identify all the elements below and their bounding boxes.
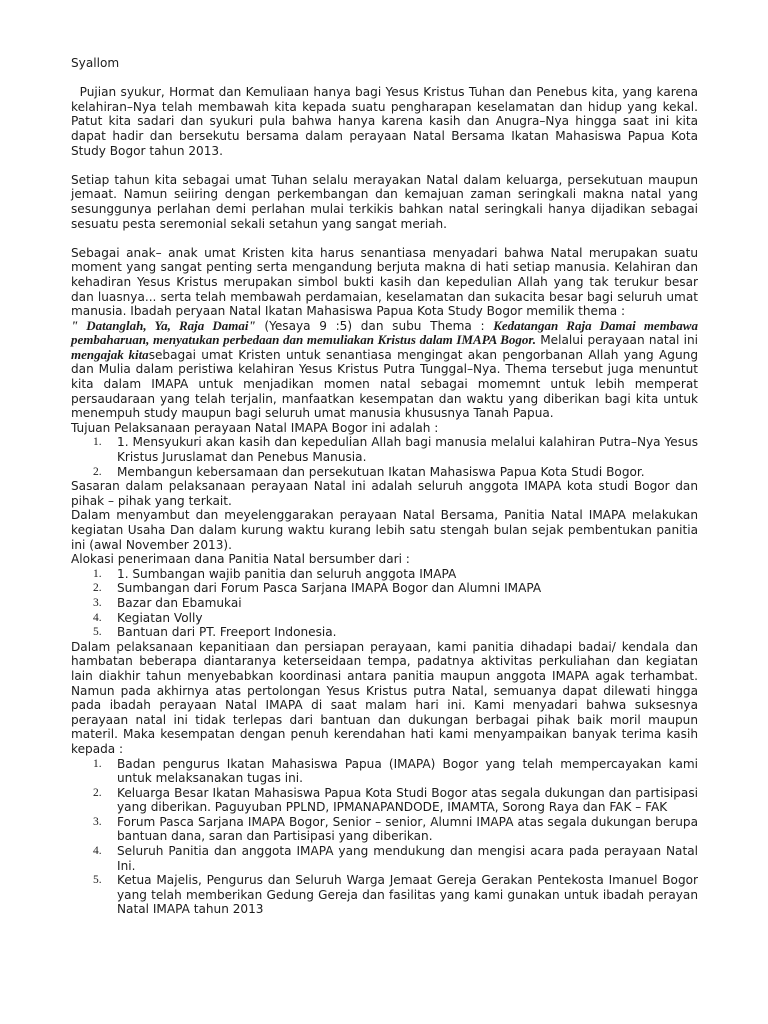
paragraph-moment: Sebagai anak– anak umat Kristen kita harus senantiasa menyadari bahwa Natal merupakan suatu moment yang sangat penting serta mengandung berjuta makna di hati setiap manusia. Kelahiran dan kehadiran Yesus Kristus merupakan simbol bukti kasih dan kepedulian Allah yang tak terukur besar dan luasnya... serta telah membawah perdamaian, keselamatan dan sukacita besar bagi seluruh umat manusia. Ibadah peryaan Natal Ikatan Mahasiswa Papua Kota Study Bogor memilik thema : (71, 245, 698, 319)
paragraph-christmas-meaning: Setiap tahun kita sebagai umat Tuhan selalu merayakan Natal dalam keluarga, persekutuan maupun jemaat. Namun seiiring dengan perkembangan dan kemajuan zaman seringkali makna natal yang sesunggunya perlahan demi perlahan mulai terkikis bahkan natal seringkali hanya dijadikan sebagai sesuatu pesta seremonial sekali setahun yang sangat meriah. (71, 172, 698, 231)
list-number: 3. (93, 596, 102, 609)
list-text: Bazar dan Ebamukai (117, 595, 242, 610)
list-text: 1. Sumbangan wajib panitia dan seluruh anggota IMAPA (117, 566, 457, 581)
list-text: Seluruh Panitia dan anggota IMAPA yang mendukung dan mengisi acara pada perayaan Natal Ini. (117, 844, 698, 873)
list-number: 2. (93, 786, 102, 799)
list-number: 3. (93, 815, 102, 828)
list-text: Badan pengurus Ikatan Mahasiswa Papua (IMAPA) Bogor yang telah mempercayakan kami untuk melaksanakan tugas ini. (117, 756, 698, 786)
paragraph-theme (71, 319, 698, 421)
list-item (71, 465, 698, 480)
paragraph-committee: Dalam menyambut dan meyelenggarakan perayaan Natal Bersama, Panitia Natal IMAPA melakukan kegiatan Usaha Dan dalam kurung waktu kurang lebih satu stengah bulan sejak pembentukan panitia ini (awal November 2013). (71, 508, 698, 552)
subtheme: Kedatangan Raja Damai membawa pembaharuan, menyatukan perbedaan dan memuliakan Kristus dalam IMAPA Bogor. (71, 317, 698, 348)
theme-quote: " Datanglah, Ya, Raja Damai" (71, 317, 256, 333)
theme-emphasis: mengajak kita (71, 346, 149, 362)
list-text: Membangun kebersamaan dan persekutuan Ikatan Mahasiswa Papua Kota Studi Bogor. (117, 464, 645, 479)
thanks-list (71, 757, 698, 918)
list-number: 5. (93, 626, 102, 639)
list-text: Kegiatan Volly (117, 610, 203, 625)
list-item (71, 786, 698, 815)
paragraph-praise: Pujian syukur, Hormat dan Kemuliaan hanya bagi Yesus Kristus Tuhan dan Penebus kita, yang karena kelahiran–Nya telah membawah kita kepada suatu pengharapan keselamatan dan hidup yang kekal. Patut kita sadari dan syukuri pula bahwa hanya karena kasih dan Anugra–Nya hingga saat ini kita dapat hadir dan bersekutu bersama dalam perayaan Natal Bersama Ikatan Mahasiswa Papua Kota Study Bogor tahun 2013. (71, 85, 702, 158)
list-number: 2. (93, 465, 102, 478)
list-text: 1. Mensyukuri akan kasih dan kepedulian Allah bagi manusia melalui kalahiran Putra–Nya Yesus Kristus Juruslamat dan Penebus Manusia. (117, 435, 698, 465)
list-text: Ketua Majelis, Pengurus dan Seluruh Warga Jemaat Gereja Gerakan Pentekosta Imanuel Bogor yang telah memberikan Gedung Gereja dan fasilitas yang kami gunakan untuk ibadah perayan Natal IMAPA tahun 2013 (117, 873, 698, 917)
goals-list (71, 435, 698, 479)
list-item (71, 567, 698, 582)
list-item (71, 844, 698, 873)
list-item (71, 757, 698, 786)
list-item (71, 435, 698, 464)
list-text: Sumbangan dari Forum Pasca Sarjana IMAPA Bogor dan Alumni IMAPA (117, 581, 542, 596)
list-item (71, 596, 698, 611)
list-item (71, 815, 698, 844)
list-number: 1. (93, 567, 102, 580)
theme-reference: (Yesaya 9 :5) dan subu Thema : (255, 318, 494, 333)
list-text: Forum Pasca Sarjana IMAPA Bogor, Senior – senior, Alumni IMAPA atas segala dukungan berupa bantuan dana, saran dan Partisipasi yang diberikan. (117, 814, 698, 844)
funds-list (71, 567, 698, 640)
list-number: 1. (93, 436, 102, 449)
list-text: Bantuan dari PT. Freeport Indonesia. (117, 625, 337, 640)
theme-text-2: sebagai umat Kristen untuk senantiasa mengingat akan pengorbanan Allah yang Agung dan Mulia dalam peristiwa kelahiran Yesus Kristus Putra Tunggal–Nya. Thema tersebut juga menuntut kita dalam IMAPA untuk menjadikan momen natal sebagai momemnt untuk lebih memperat persaudaraan yang telah terjalin, manfaatkan kesempatan dan waktu yang diberikan bagi kita untuk menempuh study maupun bagi seluruh umat manusia khususnya Tanah Papua. (71, 347, 698, 421)
paragraph-thanks: Dalam pelaksanaan kepanitiaan dan persiapan perayaan, kami panitia dihadapi badai/ kendala dan hambatan beberapa diantaranya keterseidaan tempa, padatnya aktivitas perkuliahan dan kegiatan lain diakhir tahun menyebabkan koordinasi antara panitia maupun anggota IMAPA agak terhambat. Namun pada akhirnya atas pertolongan Yesus Kristus putra Natal, semuanya dapat dilewati hingga pada ibadah perayaan Natal IMAPA di saat malam hari ini. Kami menyadari bahwa suksesnya perayaan natal ini tidak terlepas dari bantuan dan dukungan berbagai pihak baik moril maupun materil. Maka kesempatan dengan penuh kerendahan hati kami menyampaikan banyak terima kasih kepada : (71, 639, 698, 756)
list-item (71, 873, 698, 917)
list-item (71, 611, 698, 626)
list-number: 4. (93, 845, 102, 858)
funds-intro: Alokasi penerimaan dana Panitia Natal bersumber dari : (71, 552, 410, 567)
list-number: 4. (93, 611, 102, 624)
paragraph-target: Sasaran dalam pelaksanaan perayaan Natal ini adalah seluruh anggota IMAPA kota studi Bogor dan pihak – pihak yang terkait. (71, 479, 698, 508)
list-number: 2. (93, 582, 102, 595)
list-number: 5. (93, 874, 102, 887)
list-item (71, 625, 698, 640)
list-number: 1. (93, 757, 102, 770)
salutation: Syallom (71, 56, 120, 70)
goals-intro: Tujuan Pelaksanaan perayaan Natal IMAPA Bogor ini adalah : (71, 420, 439, 435)
list-item (71, 581, 698, 596)
theme-text-1: Melalui perayaan natal ini (536, 333, 699, 348)
list-text: Keluarga Besar Ikatan Mahasiswa Papua Kota Studi Bogor atas segala dukungan dan partisipasi yang diberikan. Paguyuban PPLND, IPMANAPANDODE, IMAMTA, Sorong Raya dan FAK – FAK (117, 785, 698, 815)
